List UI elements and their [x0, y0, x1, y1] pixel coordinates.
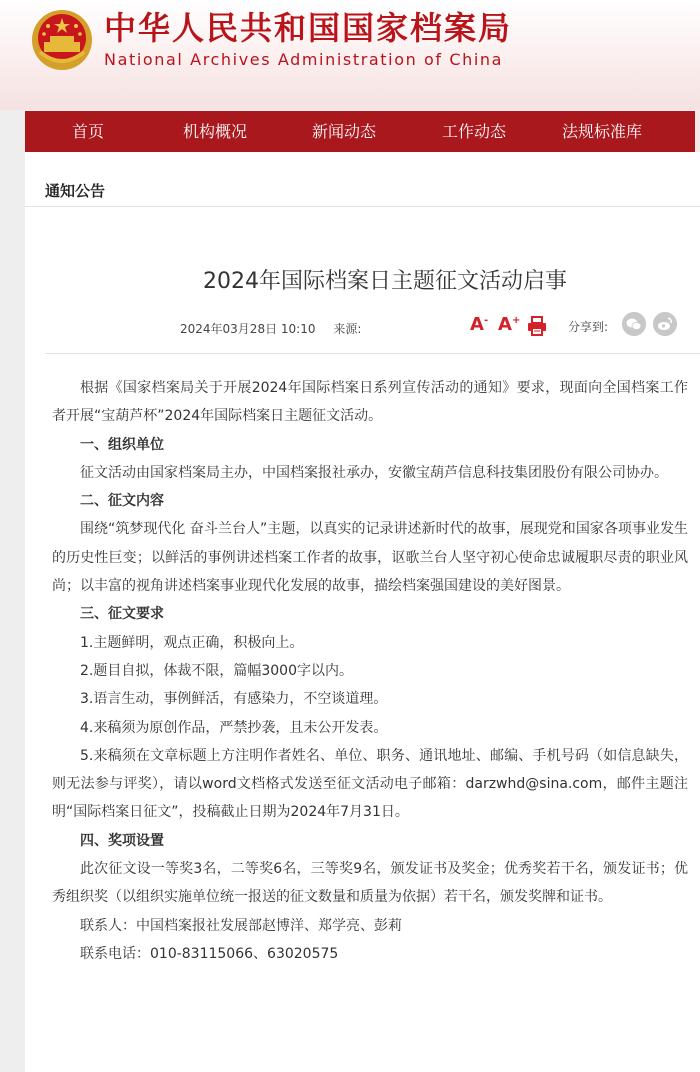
- section-title[interactable]: 通知公告: [45, 182, 106, 200]
- print-icon[interactable]: [527, 316, 547, 336]
- share-label: 分享到:: [568, 320, 609, 334]
- article-paragraph: 联系人：中国档案报社发展部赵博洋、郑学亮、彭莉: [80, 917, 402, 934]
- font-decrease-label: A: [470, 314, 484, 335]
- article-paragraph: 1.主题鲜明，观点正确，积极向上。: [80, 634, 304, 651]
- site-header: [0, 0, 700, 110]
- site-title-cn[interactable]: 中华人民共和国国家档案局: [104, 9, 513, 47]
- nav-item-news[interactable]: 新闻动态: [312, 122, 377, 141]
- national-emblem-icon[interactable]: [30, 8, 94, 72]
- article-paragraph: 联系电话：010-83115066、63020575: [80, 945, 339, 962]
- content-panel: [25, 152, 700, 1072]
- article-paragraph: 2.题目自拟，体裁不限，篇幅3000字以内。: [80, 662, 353, 679]
- article-paragraph: 3.语言生动，事例鲜活，有感染力，不空谈道理。: [80, 691, 388, 708]
- meta-divider: [45, 353, 700, 354]
- nav-item-regulations[interactable]: 法规标准库: [562, 122, 643, 141]
- main-nav: [25, 111, 700, 152]
- wechat-share-icon[interactable]: [622, 312, 646, 336]
- article-paragraph: 围绕“筑梦现代化 奋斗兰台人”主题，以真实的记录讲述新时代的故事，展现党和国家各项事业发生的历史性巨变；以鲜活的事例讲述档案工作者的故事，讴歌兰台人坚守初心使命忠诚履职尽责的职业风尚；以丰富的视角讲述档案事业现代化发展的故事，描绘档案强国建设的美好图景。: [52, 521, 688, 595]
- article-paragraph: 5.来稿须在文章标题上方注明作者姓名、单位、职务、通讯地址、邮编、手机号码（如信息缺失，则无法参与评奖），请以word文档格式发送至征文活动电子邮箱：darzwhd@sina.com，邮件主题注明“国际档案日征文”，投稿截止日期为2024年7月31日。: [52, 747, 688, 821]
- nav-item-work[interactable]: 工作动态: [442, 122, 507, 141]
- article-meta: [180, 320, 361, 337]
- font-increase-label: A: [498, 314, 512, 335]
- section-divider: [25, 206, 700, 207]
- nav-overflow-edge: [695, 111, 700, 152]
- weibo-share-icon[interactable]: [653, 312, 677, 336]
- nav-item-about[interactable]: 机构概况: [183, 122, 248, 141]
- article-paragraph: 4.来稿须为原创作品，严禁抄袭，且未公开发表。: [80, 719, 388, 736]
- article-paragraph: 此次征文设一等奖3名，二等奖6名，三等奖9名，颁发证书及奖金；优秀奖若干名，颁发证书；优秀组织奖（以组织实施单位统一报送的征文数量和质量为依据）若干名，颁发奖牌和证书。: [52, 861, 688, 906]
- article-heading: 二、征文内容: [80, 493, 164, 510]
- article-body: [52, 374, 688, 968]
- article-date: 2024年03月28日 10:10: [180, 322, 316, 336]
- article-title: 2024年国际档案日主题征文活动启事: [203, 269, 567, 294]
- article-heading: 三、征文要求: [80, 606, 164, 623]
- font-decrease-icon[interactable]: A-: [470, 314, 489, 335]
- article-source-label: 来源:: [333, 322, 362, 336]
- article-paragraph: 根据《国家档案局关于开展2024年国际档案日系列宣传活动的通知》要求，现面向全国档案工作者开展“宝葫芦杯”2024年国际档案日主题征文活动。: [52, 380, 688, 425]
- nav-item-home[interactable]: 首页: [72, 122, 105, 141]
- font-increase-icon[interactable]: A+: [498, 314, 521, 335]
- article-heading: 一、组织单位: [80, 436, 164, 453]
- site-title-en[interactable]: National Archives Administration of China: [104, 50, 504, 69]
- article-paragraph: 征文活动由国家档案局主办，中国档案报社承办，安徽宝葫芦信息科技集团股份有限公司协办。: [80, 464, 668, 481]
- article-heading: 四、奖项设置: [80, 832, 164, 849]
